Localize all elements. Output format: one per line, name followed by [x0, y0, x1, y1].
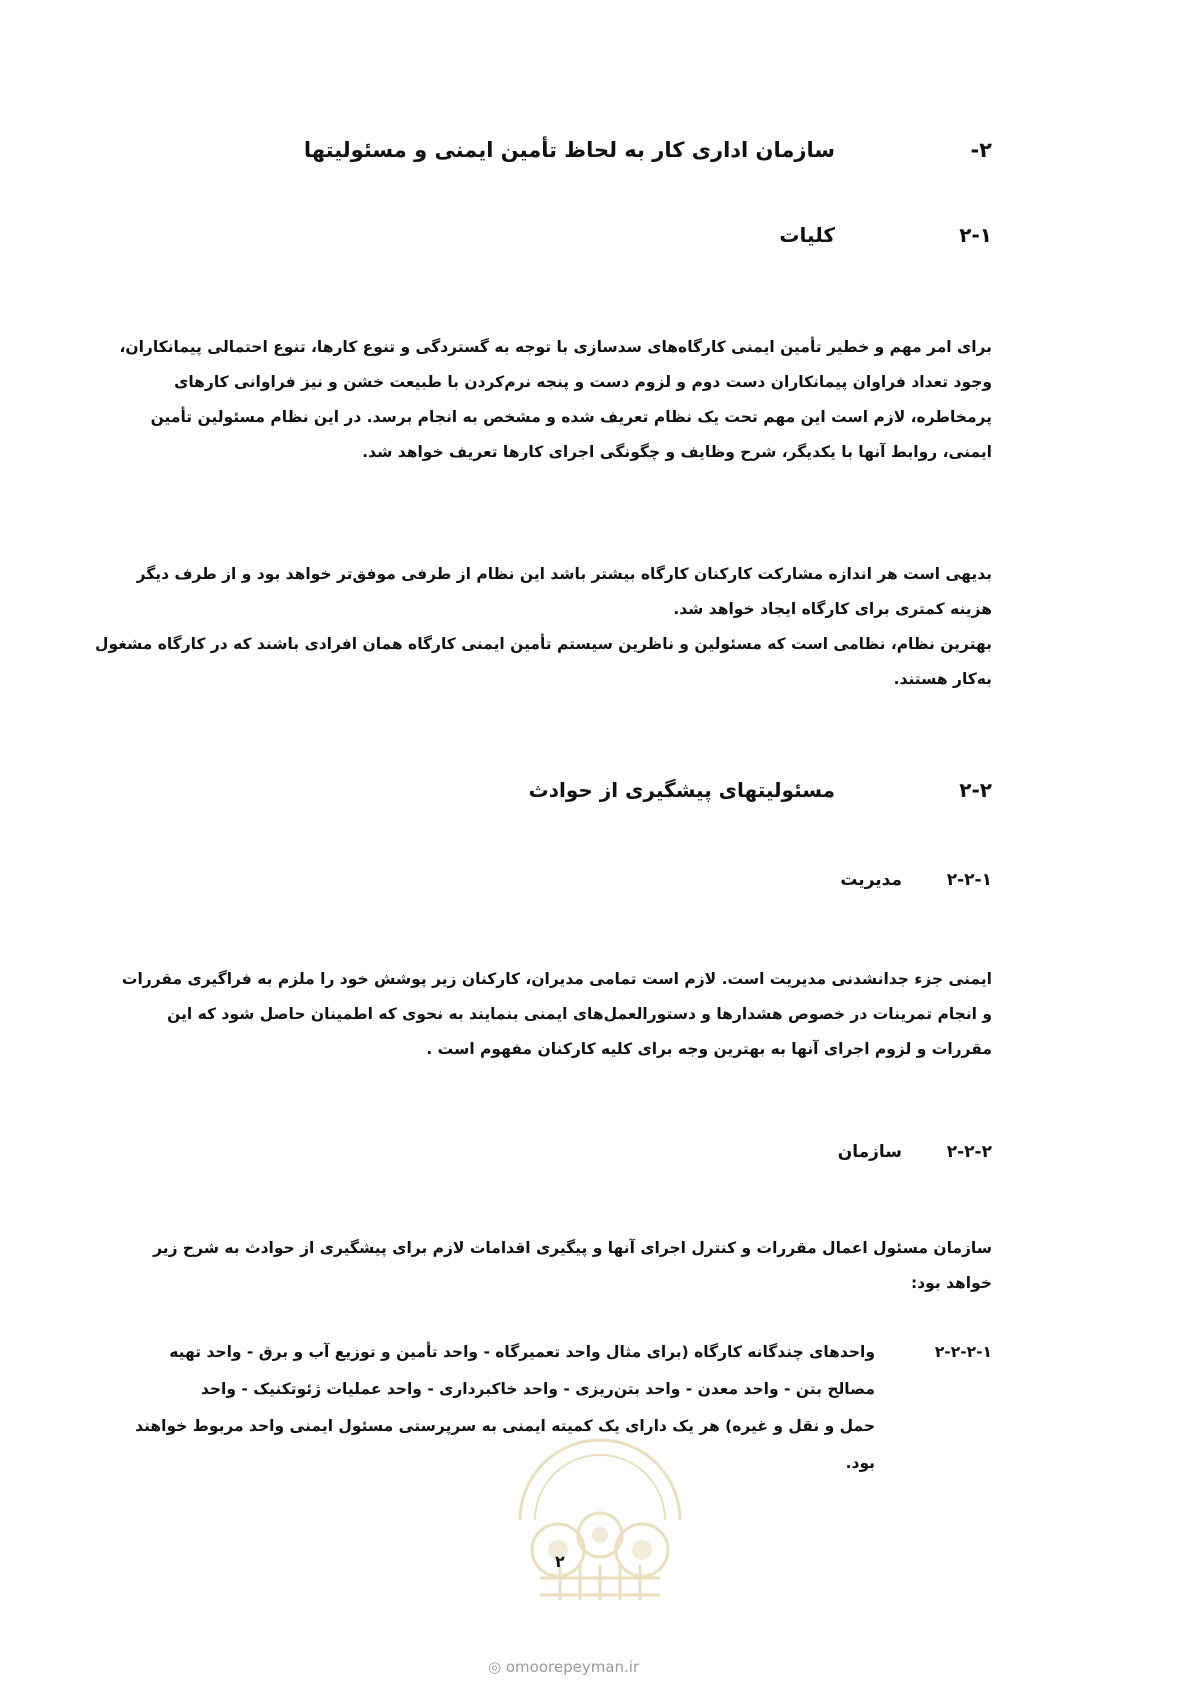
section-2-1-paragraph-1	[119, 330, 992, 470]
section-2-2-title: مسئولیتهای پیشگیری از حوادث	[528, 778, 835, 802]
paragraph-line: بدیهی است هر اندازه مشارکت کارکنان کارگاه بیشتر باشد این نظام از طرفی موفق‌تر خواهد بود و از طرف دیگر	[136, 565, 992, 583]
paragraph-line: ایمنی، روابط آنها با یکدیگر، شرح وظایف و چگونگی اجرای کارها تعریف خواهد شد.	[362, 443, 992, 461]
paragraph-line: برای امر مهم و خطیر تأمین ایمنی کارگاه‌های سدسازی با توجه به گستردگی و تنوع کارها، تنوع احتمالی پیمانکاران،	[119, 338, 992, 356]
paragraph-line: و انجام تمرینات در خصوص هشدارها و دستورالعمل‌های ایمنی بنمایند به نحوی که اطمینان حاصل شود که این	[167, 1005, 992, 1023]
paragraph-line: ایمنی جزء جدانشدنی مدیریت است. لازم است تمامی مدیران، کارکنان زیر پوشش خود را ملزم به فراگیری مقررات	[121, 970, 992, 988]
paragraph-line: پرمخاطره، لازم است این مهم تحت یک نظام تعریف شده و مشخص به انجام برسد. در این نظام مسئولین تأمین	[150, 408, 992, 426]
paragraph-line: واحدهای چندگانه کارگاه (برای مثال واحد تعمیرگاه - واحد تأمین و توزیع آب و برق - واحد تهیه	[169, 1343, 875, 1361]
section-2-1-paragraph-2	[95, 557, 992, 697]
section-2-number: ۲-	[970, 138, 992, 162]
watermark-site-text: ◎ omoorepeyman.ir	[488, 1658, 640, 1676]
paragraph-line: بهترین نظام، نظامی است که مسئولین و ناظرین سیستم تأمین ایمنی کارگاه همان افرادی باشند که در کارگاه مشغول	[95, 635, 992, 653]
item-2-2-2-1-number: ۲-۲-۲-۱	[934, 1343, 992, 1361]
section-2-1-number: ۲-۱	[959, 223, 992, 247]
section-2-2-number: ۲-۲	[959, 778, 992, 802]
watermark-logo-icon	[480, 1400, 720, 1600]
page-number: ۲	[555, 1552, 565, 1571]
paragraph-line: بود.	[845, 1454, 875, 1472]
section-2-1-title: کلیات	[779, 223, 835, 247]
section-2-2-2-title: سازمان	[837, 1142, 902, 1162]
paragraph-line: هزینه کمتری برای کارگاه ایجاد خواهد شد.	[673, 600, 992, 618]
section-2-2-2-number: ۲-۲-۲	[946, 1142, 992, 1162]
paragraph-line: سازمان مسئول اعمال مقررات و کنترل اجرای آنها و پیگیری اقدامات لازم برای پیشگیری از حوادث به شرح زیر	[153, 1239, 992, 1257]
section-2-title: سازمان اداری کار به لحاظ تأمین ایمنی و مسئولیتها	[303, 138, 835, 162]
section-2-2-2-paragraph	[153, 1231, 992, 1301]
paragraph-line: مقررات و لزوم اجرای آنها به بهترین وجه برای کلیه کارکنان مفهوم است .	[426, 1040, 992, 1058]
paragraph-line: مصالح بتن - واحد معدن - واحد بتن‌ریزی - واحد خاکبرداری - واحد عملیات ژئوتکنیک - واحد	[200, 1380, 875, 1398]
paragraph-line: به‌کار هستند.	[893, 670, 992, 688]
section-2-2-1-number: ۲-۲-۱	[946, 870, 992, 890]
section-2-2-1-paragraph	[121, 962, 992, 1067]
paragraph-line: حمل و نقل و غیره) هر یک دارای یک کمیته ایمنی به سرپرستی مسئول ایمنی واحد مربوط خواهند	[135, 1417, 875, 1435]
paragraph-line: خواهد بود:	[911, 1274, 992, 1292]
watermark-site-label: omoorepeyman.ir	[505, 1658, 640, 1676]
section-2-2-1-title: مدیریت	[840, 870, 902, 890]
paragraph-line: وجود تعداد فراوان پیمانکاران دست دوم و لزوم دست و پنجه نرم‌کردن با طبیعت خشن و نیز فراوانی کارهای	[174, 373, 992, 391]
